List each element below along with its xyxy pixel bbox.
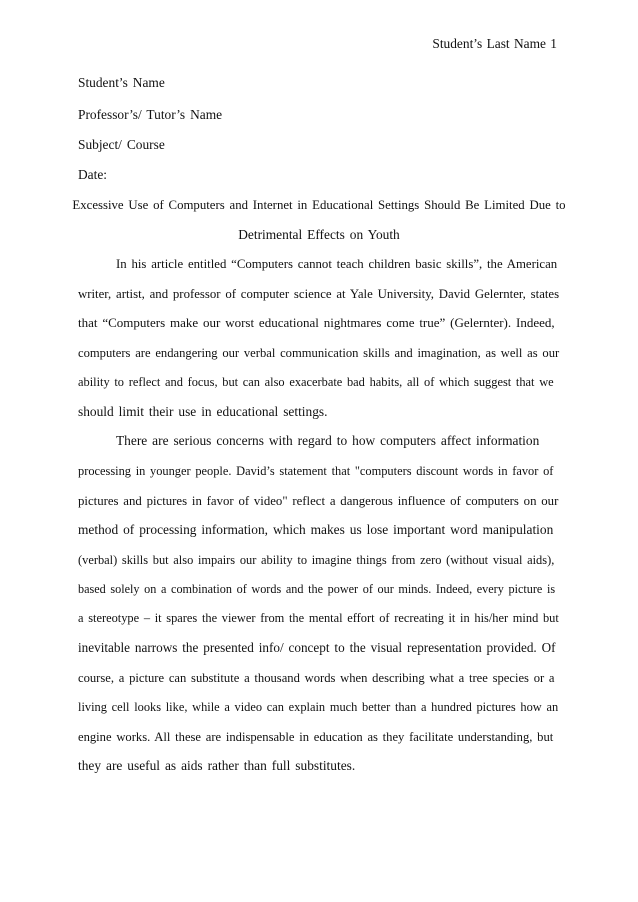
title-line-2: Detrimental Effects on Youth bbox=[238, 227, 400, 242]
paragraph-1-line: ability to reflect and focus, but can also exacerbate bad habits, all of which suggest that we bbox=[78, 375, 554, 389]
paragraph-2-line: processing in younger people. David’s statement that "computers discount words in favor of bbox=[78, 464, 554, 478]
paragraph-2-line: living cell looks like, while a video can explain much better than a hundred pictures how an bbox=[78, 700, 559, 714]
paragraph-1-line: should limit their use in educational settings. bbox=[78, 404, 328, 419]
paragraph-2-line: they are useful as aids rather than full substitutes. bbox=[78, 758, 356, 773]
paragraph-1-line: writer, artist, and professor of computer science at Yale University, David Gelernter, states bbox=[78, 287, 560, 301]
running-header: Student’s Last Name 1 bbox=[432, 36, 557, 51]
paragraph-1-line: that “Computers make our worst educational nightmares come true” (Gelernter). Indeed, bbox=[78, 315, 555, 330]
professor-name: Professor’s/ Tutor’s Name bbox=[78, 107, 223, 122]
paragraph-1-line: In his article entitled “Computers cannot teach children basic skills”, the American bbox=[116, 257, 558, 271]
paragraph-2-line: method of processing information, which makes us lose important word manipulation bbox=[78, 522, 554, 537]
paragraph-2-line: There are serious concerns with regard to how computers affect information bbox=[116, 433, 540, 448]
paragraph-2-line: pictures and pictures in favor of video" reflect a dangerous influence of computers on our bbox=[78, 494, 559, 508]
paragraph-1-line: computers are endangering our verbal communication skills and imagination, as well as our bbox=[78, 346, 560, 360]
student-name: Student’s Name bbox=[78, 75, 165, 90]
paragraph-2-line: based solely on a combination of words and the power of our minds. Indeed, every picture is bbox=[78, 582, 556, 596]
paragraph-2-line: (verbal) skills but also impairs our ability to imagine things from zero (without visual aids), bbox=[78, 553, 555, 567]
paragraph-2-line: a stereotype – it spares the viewer from the mental effort of recreating it in his/her mind but bbox=[78, 611, 559, 625]
paragraph-2-line: course, a picture can substitute a thousand words when describing what a tree species or a bbox=[78, 671, 555, 685]
date-line: Date: bbox=[78, 167, 107, 182]
title-line-1: Excessive Use of Computers and Internet in Educational Settings Should Be Limited Due to bbox=[72, 198, 566, 212]
course-name: Subject/ Course bbox=[78, 137, 165, 152]
paragraph-2-line: engine works. All these are indispensable in education as they facilitate understanding, but bbox=[78, 730, 554, 744]
paragraph-2-line: inevitable narrows the presented info/ concept to the visual representation provided. Of bbox=[78, 640, 556, 655]
